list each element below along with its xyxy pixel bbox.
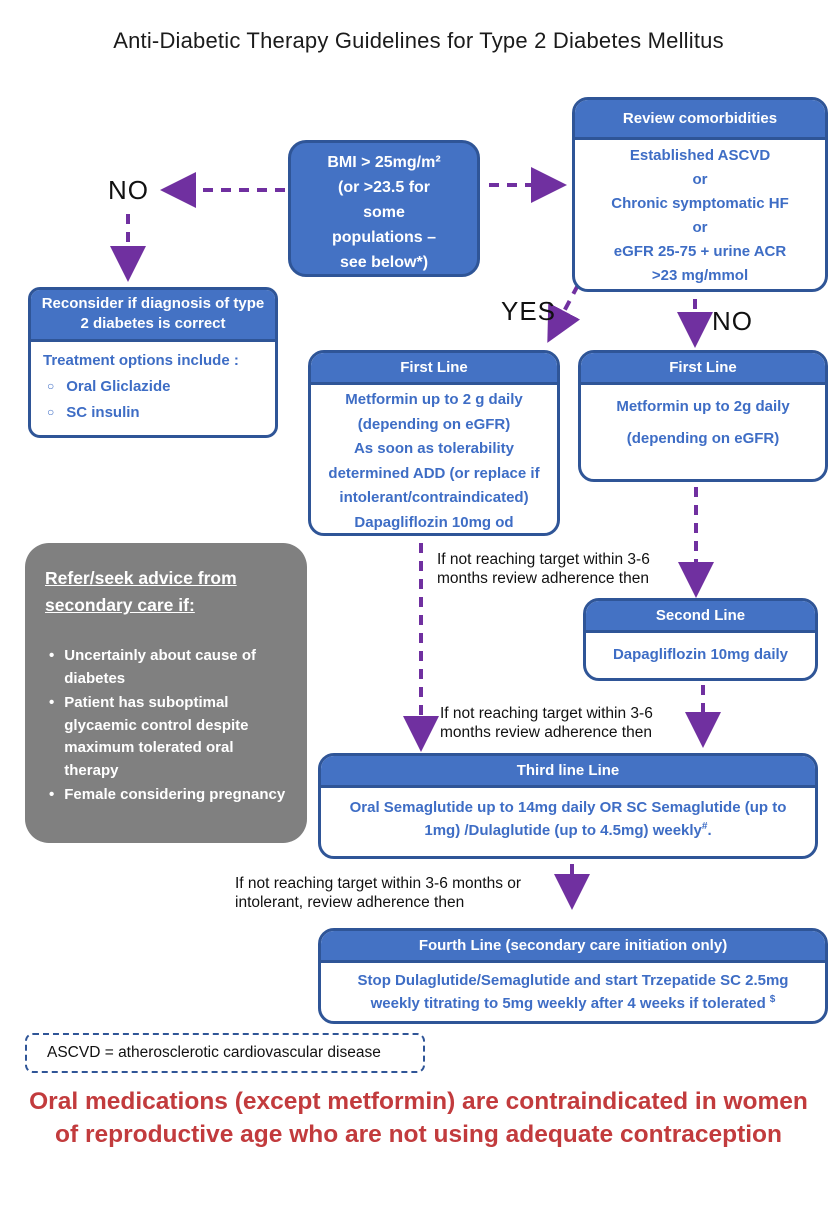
second-line-header: Second Line	[586, 601, 815, 633]
review-comorbidities-box	[572, 97, 828, 292]
circle-bullet-icon: ○	[47, 379, 55, 393]
bmi-line: some	[363, 204, 405, 221]
connector-caption-1: If not reaching target within 3-6 months review adherence then	[437, 551, 650, 588]
treatment-options-title: Treatment options include :	[43, 351, 239, 369]
first-line-left-line: determined ADD (or replace if	[328, 464, 540, 482]
connector-caption-2: If not reaching target within 3-6 months review adherence then	[440, 705, 653, 742]
refer-reason: Patient has suboptimal glycaemic control despite maximum tolerated oral therapy	[64, 694, 249, 779]
review-line: or	[692, 219, 708, 236]
refer-secondary-care-box	[25, 543, 307, 843]
fourth-line-header: Fourth Line (secondary care initiation only)	[321, 931, 825, 963]
refer-reason: Uncertainly about cause of diabetes	[64, 647, 256, 687]
bullet-icon: •	[49, 647, 55, 665]
label-no-top: NO	[108, 175, 149, 205]
treatment-option: SC insulin	[66, 403, 140, 421]
label-no-right: NO	[712, 306, 753, 336]
dollar-footnote-marker: $	[769, 994, 776, 1006]
circle-bullet-icon: ○	[47, 405, 55, 419]
reconsider-header: Reconsider if diagnosis of type 2 diabetes is correct	[31, 290, 275, 342]
fourth-line-box	[318, 928, 828, 1024]
bmi-line: populations –	[332, 229, 436, 246]
first-line-right-header: First Line	[581, 353, 825, 385]
list-item	[31, 369, 275, 395]
contraindication-warning: Oral medications (except metformin) are contraindicated in women of reproductive age who are not using adequate contraception	[29, 1088, 808, 1148]
treatment-option: Oral Gliclazide	[66, 377, 171, 395]
first-line-right-line: (depending on eGFR)	[626, 430, 780, 447]
second-line-box	[583, 598, 818, 681]
list-item	[45, 645, 289, 690]
first-line-left-line: intolerant/contraindicated)	[339, 489, 529, 506]
refer-reason: Female considering pregnancy	[64, 786, 286, 804]
first-line-left-header: First Line	[311, 353, 557, 385]
third-line-box	[318, 753, 818, 859]
bmi-criteria-box	[288, 140, 480, 277]
review-line: Chronic symptomatic HF	[611, 195, 789, 212]
ascvd-definition-note: ASCVD = atherosclerotic cardiovascular disease	[25, 1033, 425, 1073]
third-line-body: Oral Semaglutide up to 14mg daily OR SC Semaglutide (up to 1mg) /Dulaglutide (up to 4.5mg) weekly#.	[349, 799, 787, 840]
connector-caption-3: If not reaching target within 3-6 months or intolerant, review adherence then	[235, 875, 522, 912]
review-comorbidities-header: Review comorbidities	[575, 100, 825, 140]
reconsider-diagnosis-box	[28, 287, 278, 438]
hash-footnote-marker: #	[701, 821, 708, 833]
bmi-line: (or >23.5 for	[337, 179, 431, 196]
first-line-left-line: (depending on eGFR)	[357, 415, 511, 433]
page-title: Anti-Diabetic Therapy Guidelines for Type 2 Diabetes Mellitus	[113, 28, 724, 53]
third-line-header: Third line Line	[321, 756, 815, 788]
first-line-right-line: Metformin up to 2g daily	[616, 398, 790, 415]
refer-box-heading: Refer/seek advice from secondary care if:	[45, 568, 237, 616]
review-line: or	[692, 171, 708, 188]
first-line-left-line: Dapagliflozin 10mg od	[354, 513, 514, 531]
bullet-icon: •	[49, 694, 55, 712]
bullet-icon: •	[49, 786, 55, 804]
first-line-left-box	[308, 350, 560, 536]
list-item	[31, 395, 275, 421]
review-line: Established ASCVD	[629, 147, 771, 164]
label-yes: YES	[501, 296, 557, 326]
list-item	[45, 784, 289, 807]
review-line: >23 mg/mmol	[651, 267, 749, 284]
review-line: eGFR 25-75 + urine ACR	[613, 243, 787, 260]
bmi-line: BMI > 25mg/m²	[327, 154, 441, 171]
first-line-right-box	[578, 350, 828, 482]
list-item	[45, 692, 289, 782]
fourth-line-body: Stop Dulaglutide/Semaglutide and start Trzepatide SC 2.5mg weekly titrating to 5mg weekly after 4 weeks if tolerated $	[357, 972, 789, 1013]
bmi-line: see below*)	[339, 254, 429, 271]
second-line-body: Dapagliflozin 10mg daily	[612, 646, 789, 663]
first-line-left-line: As soon as tolerability	[353, 440, 515, 457]
first-line-left-line: Metformin up to 2 g daily	[345, 391, 523, 408]
